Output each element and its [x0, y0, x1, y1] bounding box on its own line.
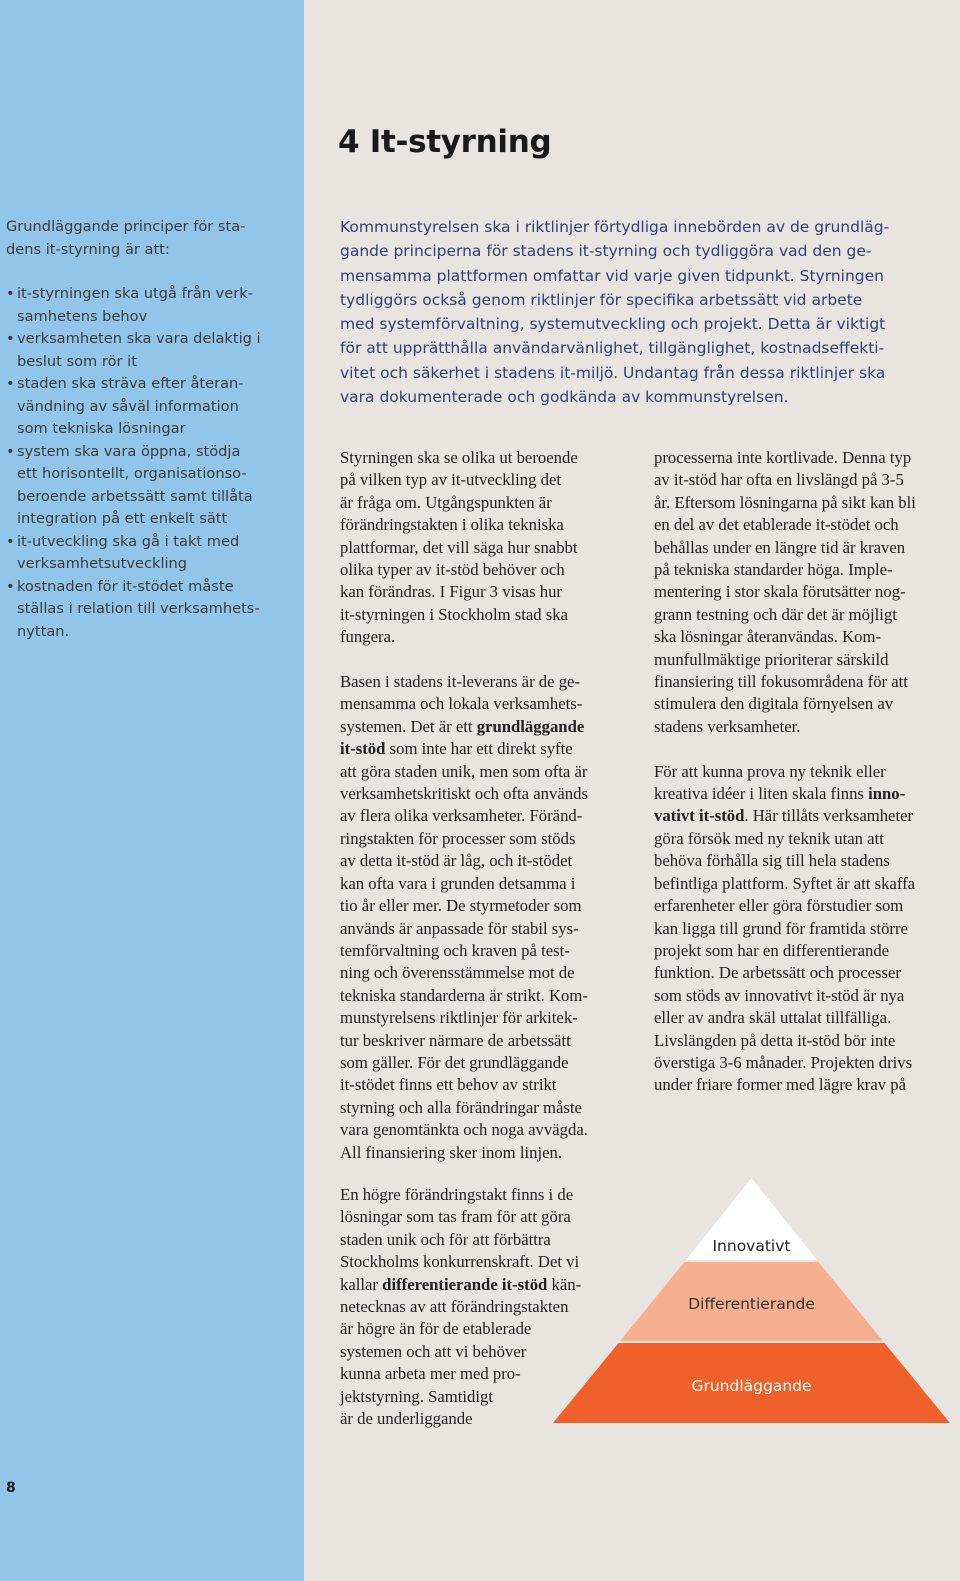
body-paragraph: [654, 761, 954, 1097]
principle-item: • kostnaden för it-stödet måste ställas i relation till verksamhets- nyttan.: [6, 576, 276, 644]
principles-list: [6, 283, 276, 643]
pyramid-label-innovativt: Innovativt: [712, 1237, 791, 1255]
body-paragraph: processerna inte kortlivade. Denna typ av it-stöd har ofta en livslängd på 3-5 år. Eftersom lösningarna på sikt kan bli en del av det etablerade it-stödet och behållas under en längre tid är kraven på tekniska standarder höga. Imple- mentering i stor skala förutsätter nog- grann testning och där det är möjligt ska lösningar återanvändas. Kom- munfullmäktige prioriterar särskild finansiering till fokusområdena för att stimulera den digitala förnyelsen av stadens verksamheter.: [654, 448, 916, 736]
pyramid-label-differentierande: Differentierande: [688, 1295, 815, 1313]
term-differentierande: differentierande it-stöd: [382, 1274, 548, 1294]
page-number: 8: [6, 1480, 16, 1496]
principle-item: • it-styrningen ska utgå från verk- samhetens behov: [6, 283, 276, 328]
term-grundlaggande: grundläggande it-stöd: [340, 716, 585, 759]
body-text: . Här tillåts verksamheter göra försök med ny teknik utan att behöva förhålla sig till hela stadens befintliga plattform. Syftet är att skaffa erfarenheter eller göra förstudier som kan ligga till grund för framtida större projekt som har en differentierande funktion. De arbetssätt och processer som stöds av innovativt it-stöd är nya eller av andra skäl uttalat tillfälliga. Livslängden på detta it-stöd bör inte överstiga 3-6 månader. Projekten drivs under friare former med lägre krav på: [654, 806, 916, 1095]
principle-item: • verksamheten ska vara delaktig i beslut som rör it: [6, 328, 276, 373]
principle-item: • system ska vara öppna, stödja ett horisontellt, organisationso- beroende arbetssätt samt tillåta integration på ett enkelt sätt: [6, 441, 276, 531]
it-support-pyramid: [553, 1178, 950, 1423]
principles-box: [6, 216, 276, 643]
body-paragraph: Styrningen ska se olika ut beroende på vilken typ av it-utveckling det är fråga om. Utgångspunkten är förändringstakten i olika tekniska plattformar, det vill säga hur snabbt olika typer av it-stöd behöver och kan förändras. I Figur 3 visas hur it-styrningen i Stockholm stad ska fungera.: [340, 448, 578, 647]
term-innovativt: inno- vativt it-stöd: [654, 784, 906, 826]
principles-intro: Grundläggande principer för sta- dens it-styrning är att:: [6, 218, 246, 258]
body-text: Basen i stadens it-leverans är de ge- mensamma och lokala verksamhets- systemen. Det är ett: [340, 672, 583, 736]
lead-paragraph: Kommunstyrelsen ska i riktlinjer förtydliga innebörden av de grundläg- gande principerna för stadens it-styrning och tydliggöra vad den ge- mensamma plattformen omfattar vid varje given tidpunkt. Styrningen tydliggörs också genom riktlinjer för specifika arbetssätt vid arbete med systemförvaltning, systemutveckling och projekt. Detta är viktigt för att upprätthålla användarvänlighet, tillgänglighet, kostnadseffekti- vitet och säkerhet i stadens it-miljö. Undantag från dessa riktlinjer ska vara dokumenterade och godkända av kommunstyrelsen.: [340, 218, 890, 407]
body-text: En högre förändringstakt finns i de lösningar som tas fram för att göra staden unik och för att förbättra Stockholms konkurrenskraft. Det vi kallar: [340, 1185, 580, 1294]
body-paragraph: [340, 671, 630, 1164]
body-text: För att kunna prova ny teknik eller kreativa idéer i liten skala finns: [654, 761, 886, 804]
page-title: 4 It-styrning: [338, 124, 552, 160]
body-column-left-top: [340, 447, 630, 1186]
pyramid-label-grundlaggande: Grundläggande: [691, 1377, 812, 1395]
principle-item: • staden ska sträva efter återan- vändning av såväl information som tekniska lösningar: [6, 373, 276, 441]
body-text: kän- netecknas av att förändringstakten är högre än för de etablerade systemen och att vi behöver kunna arbeta mer med pro- jektstyrning. Samtidigt är de underliggande: [340, 1274, 582, 1429]
body-text: som inte har ett direkt syfte att göra staden unik, men som ofta är verksamhetskritiskt och ofta används av flera olika verksamheter. Föränd- ringstakten för processer som stöds av detta it-stöd är låg, och it-stödet kan ofta vara i grunden detsamma i tio år eller mer. De styrmetoder som används är anpassade för stabil sys- temförvaltning och kraven på test- ning och överensstämmelse mot de tekniska standarderna är strikt. Kom- munstyrelsens riktlinjer för arkitek- tur beskriver närmare de arbetssätt som gäller. För det grundläggande it-stödet finns ett behov av strikt styrning och alla förändringar måste vara genomtänkta och noga avvägda. All finansiering sker inom linjen.: [340, 739, 588, 1162]
principle-item: • it-utveckling ska gå i takt med verksamhetsutveckling: [6, 531, 276, 576]
body-column-right: [654, 447, 954, 1119]
